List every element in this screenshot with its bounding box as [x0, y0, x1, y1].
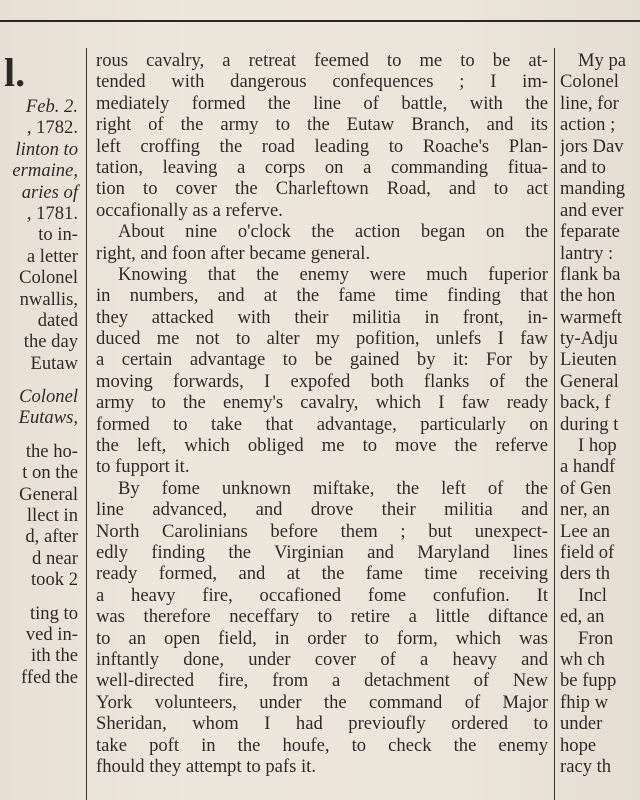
right-column-line: wh ch: [560, 648, 605, 670]
article-line: the left, which obliged me to move the referve: [96, 435, 548, 457]
left-column-line: Eutaws,: [18, 407, 78, 429]
left-column-line: ved in-: [25, 623, 78, 645]
right-column-line: field of: [560, 541, 615, 563]
right-column-line: General: [560, 370, 619, 392]
right-column-line: ders th: [560, 563, 611, 585]
left-column-line: [0, 429, 80, 441]
right-column-line: I hop: [578, 435, 617, 457]
article-line: Sheridan, whom I had previoufly ordered to: [96, 713, 548, 735]
right-column-line: ty-Adju: [560, 328, 618, 350]
article-line: to an open field, in order to form, which was: [96, 627, 548, 649]
left-column-line: Colonel: [19, 267, 78, 289]
article-line: formed to take that advantage, particularly on: [96, 413, 548, 435]
article-line: in numbers, and at the fame time finding that: [96, 285, 548, 307]
article-line: fhould they attempt to pafs it.: [96, 755, 316, 777]
article-line: York volunteers, under the command of Major: [96, 691, 548, 713]
right-column-line: and to: [560, 156, 606, 178]
right-column-fragment: [560, 50, 640, 777]
article-line: to fupport it.: [96, 456, 190, 478]
column-divider-right: [554, 48, 555, 800]
right-column-line: Fron: [578, 627, 614, 649]
article-line: well-directed fire, from a detachment of New: [96, 670, 548, 692]
left-column-line: nwallis,: [19, 288, 78, 310]
article-line: a heavy fire, occafioned fome confufion. It: [96, 584, 548, 606]
left-column-line: , 1782.: [26, 117, 78, 139]
right-column-line: manding: [560, 178, 626, 200]
right-column-line: and ever: [560, 199, 624, 221]
article-line: Knowing that the enemy were much fuperior: [118, 263, 548, 285]
left-column-line: d, after: [25, 526, 78, 548]
right-column-line: the hon: [560, 285, 616, 307]
left-column-fragment: [0, 50, 80, 688]
right-column-line: during t: [560, 413, 619, 435]
left-column-line: dated: [37, 309, 78, 331]
right-column-line: ed, an: [560, 606, 605, 628]
article-line: About nine o'clock the action began on the: [118, 221, 548, 243]
article-line: ready formed, and at the fame time receiving: [96, 563, 548, 585]
left-column-line: Eutaw: [30, 352, 78, 374]
left-column-line: ermaine,: [12, 160, 78, 182]
right-column-line: under: [560, 713, 603, 735]
article-line: line advanced, and drove their militia and: [96, 499, 548, 521]
right-column-line: be fupp: [560, 670, 617, 692]
left-column-line: d near: [32, 547, 78, 569]
right-column-line: fhip w: [560, 691, 609, 713]
article-line: was therefore neceffary to retire a little diftance: [96, 606, 548, 628]
left-column-line: linton to: [15, 138, 78, 160]
right-column-line: back, f: [560, 392, 611, 414]
article-line: inftantly done, under cover of a heavy and: [96, 648, 548, 670]
left-column-line: a letter: [26, 245, 78, 267]
left-column-line: aries of: [21, 181, 78, 203]
article-line: By fome unknown miftake, the left of the: [118, 477, 548, 499]
right-column-line: Lieuten: [560, 349, 617, 371]
right-column-line: ner, an: [560, 499, 610, 521]
right-column-line: action ;: [560, 114, 616, 136]
right-column-line: line, for: [560, 92, 619, 114]
right-column-line: Incl: [578, 584, 607, 606]
right-column-line: jors Dav: [560, 135, 624, 157]
left-column-line: ffed the: [21, 666, 78, 688]
left-column-line: [0, 591, 80, 603]
left-column-line: llect in: [26, 505, 78, 527]
left-column-line: ting to: [29, 602, 78, 624]
right-column-line: Lee an: [560, 520, 611, 542]
article-line: moving forwards, I expofed both flanks of the: [96, 370, 548, 392]
right-column-line: Colonel: [560, 71, 619, 93]
left-column-line: t on the: [22, 462, 78, 484]
column-divider-left: [86, 48, 87, 800]
article-line: mediately formed the line of battle, with the: [96, 92, 548, 114]
left-column-line: to in-: [38, 224, 78, 246]
left-column-line: took 2: [30, 569, 78, 591]
article-line: tion to cover the Charleftown Road, and to act: [96, 178, 548, 200]
right-column-line: of Gen: [560, 477, 612, 499]
right-column-line: racy th: [560, 755, 612, 777]
left-column-line: , 1781.: [26, 202, 78, 224]
article-line: duced me not to alter my pofition, unlefs I faw: [96, 328, 548, 350]
article-line: edly finding the Virginian and Maryland lines: [96, 541, 548, 563]
article-line: tended with dangerous confequences ; I im-: [96, 71, 548, 93]
header-rule: [0, 20, 640, 22]
article-line: army to the enemy's cavalry, which I faw ready: [96, 392, 548, 414]
article-line: a certain advantage to be gained by it: For by: [96, 349, 548, 371]
left-column-line: Feb. 2.: [25, 96, 78, 117]
right-column-line: warmeft: [560, 306, 622, 328]
right-column-line: hope: [560, 734, 597, 756]
article-line: tation, leaving a corps on a commanding fitua-: [96, 156, 548, 178]
right-column-line: lantry :: [560, 242, 614, 264]
article-line: right of the army to the Eutaw Branch, and its: [96, 114, 548, 136]
right-column-line: flank ba: [560, 263, 621, 285]
article-line: take poft in the houfe, to check the enemy: [96, 734, 548, 756]
right-column-line: a handf: [560, 456, 616, 478]
article-line: left croffing the road leading to Roache's Plan-: [96, 135, 548, 157]
right-column-line: My pa: [578, 50, 627, 71]
left-column-line: [0, 374, 80, 386]
left-column-line: the day: [23, 331, 78, 353]
left-column-line: Colonel: [19, 386, 78, 408]
article-line: North Carolinians before them ; but unexpect-: [96, 520, 548, 542]
main-article-column: [96, 50, 548, 777]
left-column-line: General: [19, 483, 78, 505]
right-column-line: feparate: [560, 221, 620, 243]
left-column-line: ith the: [31, 645, 78, 667]
article-line: occafionally as a referve.: [96, 199, 283, 221]
left-column-line: l.: [4, 50, 26, 95]
article-line: right, and foon after became general.: [96, 242, 371, 264]
left-column-line: the ho-: [25, 440, 78, 462]
article-line: they attacked with their militia in front, in-: [96, 306, 548, 328]
article-line: rous cavalry, a retreat feemed to me to be at-: [96, 50, 548, 71]
